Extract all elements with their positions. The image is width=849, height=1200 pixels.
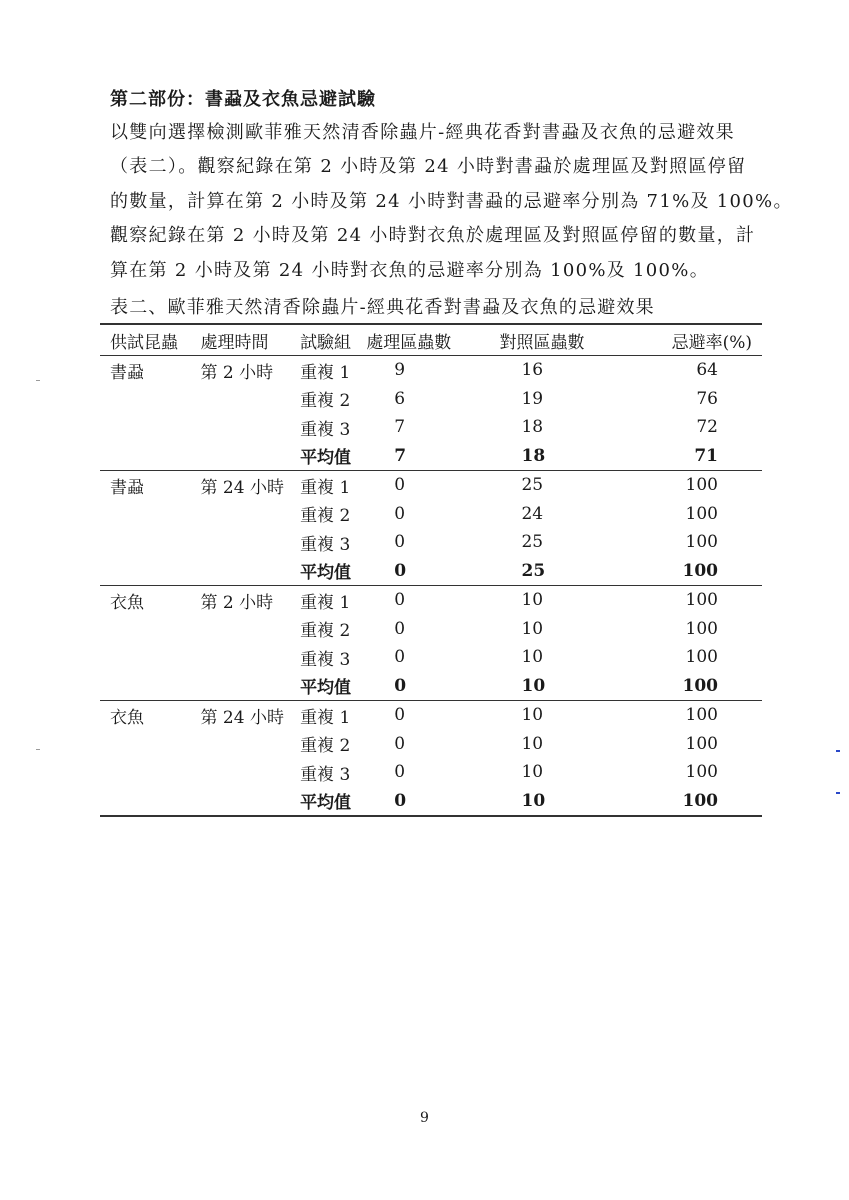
table-body bbox=[100, 356, 762, 817]
cell-time bbox=[201, 500, 301, 529]
cell-control-count: 10 bbox=[521, 705, 544, 726]
table-average-row bbox=[100, 557, 762, 586]
cell-insect: 衣魚 bbox=[110, 707, 144, 728]
cell-control-count: 10 bbox=[521, 618, 544, 639]
cell-treated-count: 0 bbox=[394, 475, 406, 496]
header-time: 處理時間 bbox=[201, 324, 301, 356]
cell-group: 重複 3 bbox=[300, 534, 351, 555]
cell-repellency-rate: 100 bbox=[685, 475, 718, 496]
cell-insect bbox=[100, 758, 201, 787]
cell-insect bbox=[100, 615, 201, 644]
cell-group: 重複 2 bbox=[300, 621, 351, 642]
table-header-row bbox=[100, 324, 762, 356]
cell-time bbox=[201, 528, 301, 557]
cell-control-count: 10 bbox=[475, 672, 616, 701]
header-treated-count: 處理區蟲數 bbox=[366, 324, 475, 356]
paragraph-line-5: 算在第 2 小時及第 24 小時對衣魚的忌避率分別為 100%及 100%。 bbox=[110, 260, 710, 281]
header-insect: 供試昆蟲 bbox=[100, 324, 201, 356]
paragraph-line-3: 的數量，計算在第 2 小時及第 24 小時對書蝨的忌避率分別為 71%及 100%。 bbox=[110, 191, 793, 212]
cell-time bbox=[201, 615, 301, 644]
cell-control-count: 10 bbox=[521, 733, 544, 754]
cell-group: 重複 1 bbox=[300, 477, 351, 498]
paragraph-line-1: 以雙向選擇檢測歐菲雅天然清香除蟲片-經典花香對書蝨及衣魚的忌避效果 bbox=[110, 122, 735, 143]
table-row bbox=[100, 730, 762, 759]
cell-control-count: 16 bbox=[521, 360, 544, 381]
cell-repellency-rate: 64 bbox=[696, 360, 718, 381]
scan-speck bbox=[36, 380, 40, 381]
cell-time: 第 24 小時 bbox=[200, 477, 284, 498]
cell-treated-count: 0 bbox=[394, 762, 406, 783]
table-average-row bbox=[100, 787, 762, 817]
table-caption: 表二、歐菲雅天然清香除蟲片-經典花香對書蝨及衣魚的忌避效果 bbox=[110, 297, 655, 318]
cell-group: 重複 2 bbox=[300, 506, 351, 527]
cell-repellency-rate: 100 bbox=[685, 762, 718, 783]
cell-treated-count: 9 bbox=[394, 360, 406, 381]
cell-group: 平均值 bbox=[300, 672, 366, 701]
cell-insect bbox=[100, 557, 201, 586]
cell-group: 重複 2 bbox=[300, 736, 351, 757]
cell-time bbox=[201, 730, 301, 759]
cell-treated-count: 0 bbox=[366, 557, 475, 586]
cell-treated-count: 0 bbox=[394, 647, 406, 668]
cell-group: 重複 3 bbox=[300, 649, 351, 670]
cell-repellency-rate: 100 bbox=[685, 503, 718, 524]
header-control-count: 對照區蟲數 bbox=[475, 324, 616, 356]
table-row bbox=[100, 500, 762, 529]
cell-time bbox=[201, 672, 301, 701]
cell-time bbox=[201, 385, 301, 414]
cell-control-count: 18 bbox=[475, 442, 616, 471]
table-row bbox=[100, 471, 762, 500]
table-row bbox=[100, 615, 762, 644]
cell-time: 第 2 小時 bbox=[200, 592, 274, 613]
cell-repellency-rate: 100 bbox=[685, 590, 718, 611]
cell-insect bbox=[100, 385, 201, 414]
cell-treated-count: 0 bbox=[366, 672, 475, 701]
cell-insect bbox=[100, 672, 201, 701]
cell-control-count: 25 bbox=[521, 532, 544, 553]
cell-repellency-rate: 100 bbox=[617, 557, 762, 586]
cell-insect bbox=[100, 442, 201, 471]
table-row bbox=[100, 413, 762, 442]
cell-control-count: 10 bbox=[521, 590, 544, 611]
cell-group: 重複 3 bbox=[300, 764, 351, 785]
scan-mark bbox=[836, 792, 840, 794]
cell-group: 重複 1 bbox=[300, 362, 351, 383]
cell-treated-count: 0 bbox=[394, 618, 406, 639]
table-row bbox=[100, 528, 762, 557]
cell-treated-count: 0 bbox=[366, 787, 475, 817]
section-heading: 第二部份：書蝨及衣魚忌避試驗 bbox=[110, 89, 376, 110]
cell-repellency-rate: 100 bbox=[685, 532, 718, 553]
cell-control-count: 24 bbox=[521, 503, 544, 524]
table-row bbox=[100, 586, 762, 615]
cell-time bbox=[201, 758, 301, 787]
cell-control-count: 18 bbox=[521, 417, 544, 438]
cell-group: 平均值 bbox=[300, 442, 366, 471]
cell-control-count: 10 bbox=[521, 647, 544, 668]
cell-repellency-rate: 100 bbox=[685, 733, 718, 754]
cell-insect bbox=[100, 730, 201, 759]
table-average-row bbox=[100, 442, 762, 471]
cell-treated-count: 7 bbox=[366, 442, 475, 471]
page-number: 9 bbox=[420, 1110, 429, 1126]
scan-mark bbox=[836, 750, 840, 752]
cell-time: 第 2 小時 bbox=[200, 362, 274, 383]
cell-treated-count: 7 bbox=[394, 417, 406, 438]
repellency-table bbox=[100, 323, 762, 817]
header-group: 試驗組 bbox=[300, 324, 366, 356]
cell-repellency-rate: 100 bbox=[617, 787, 762, 817]
cell-treated-count: 0 bbox=[394, 590, 406, 611]
cell-group: 重複 1 bbox=[300, 592, 351, 613]
cell-insect: 衣魚 bbox=[110, 592, 144, 613]
cell-group: 重複 3 bbox=[300, 419, 351, 440]
cell-treated-count: 0 bbox=[394, 503, 406, 524]
cell-repellency-rate: 100 bbox=[685, 647, 718, 668]
table-row bbox=[100, 356, 762, 385]
cell-time bbox=[201, 442, 301, 471]
cell-insect bbox=[100, 500, 201, 529]
cell-insect bbox=[100, 413, 201, 442]
cell-group: 平均值 bbox=[300, 557, 366, 586]
cell-repellency-rate: 100 bbox=[685, 618, 718, 639]
cell-group: 平均值 bbox=[300, 787, 366, 817]
table-row bbox=[100, 701, 762, 730]
cell-repellency-rate: 72 bbox=[696, 417, 718, 438]
cell-treated-count: 0 bbox=[394, 532, 406, 553]
cell-control-count: 25 bbox=[475, 557, 616, 586]
cell-control-count: 10 bbox=[475, 787, 616, 817]
cell-control-count: 19 bbox=[521, 388, 544, 409]
cell-insect bbox=[100, 643, 201, 672]
header-repellency-rate: 忌避率(%) bbox=[617, 324, 762, 356]
cell-time bbox=[201, 643, 301, 672]
paragraph-line-2: （表二）。觀察紀錄在第 2 小時及第 24 小時對書蝨於處理區及對照區停留 bbox=[110, 156, 747, 177]
cell-time: 第 24 小時 bbox=[200, 707, 284, 728]
cell-control-count: 25 bbox=[521, 475, 544, 496]
cell-treated-count: 0 bbox=[394, 705, 406, 726]
table-row bbox=[100, 385, 762, 414]
cell-repellency-rate: 100 bbox=[685, 705, 718, 726]
cell-group: 重複 1 bbox=[300, 707, 351, 728]
table-row bbox=[100, 643, 762, 672]
cell-group: 重複 2 bbox=[300, 391, 351, 412]
cell-time bbox=[201, 413, 301, 442]
cell-repellency-rate: 100 bbox=[617, 672, 762, 701]
paragraph-line-4: 觀察紀錄在第 2 小時及第 24 小時對衣魚於處理區及對照區停留的數量，計 bbox=[110, 225, 756, 246]
cell-insect bbox=[100, 787, 201, 817]
cell-treated-count: 0 bbox=[394, 733, 406, 754]
table-average-row bbox=[100, 672, 762, 701]
cell-control-count: 10 bbox=[521, 762, 544, 783]
cell-repellency-rate: 76 bbox=[696, 388, 718, 409]
cell-repellency-rate: 71 bbox=[617, 442, 762, 471]
cell-insect: 書蝨 bbox=[110, 362, 144, 383]
cell-time bbox=[201, 787, 301, 817]
scan-speck bbox=[36, 749, 40, 750]
cell-insect: 書蝨 bbox=[110, 477, 144, 498]
cell-treated-count: 6 bbox=[394, 388, 406, 409]
cell-insect bbox=[100, 528, 201, 557]
cell-time bbox=[201, 557, 301, 586]
table-row bbox=[100, 758, 762, 787]
